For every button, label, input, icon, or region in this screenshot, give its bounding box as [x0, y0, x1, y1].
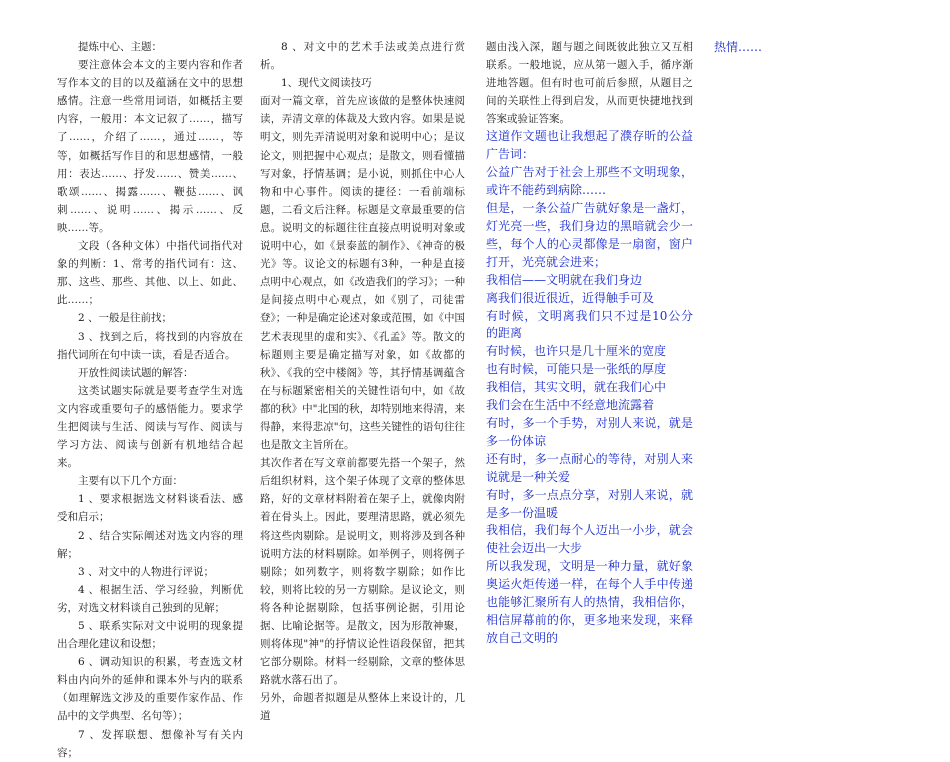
paragraph: 这类试题实际就是要考查学生对选文内容或重要句子的感悟能力。要求学生把阅读与生活、阅读与写作、阅读与学习方法、阅读与创新有机地结合起来。 — [57, 384, 243, 470]
paragraph: 文段（各种文体）中指代词指代对象的判断：1、常考的指代词有：这、那、这些、那些、其他、以上、如此、此……； — [57, 240, 243, 307]
paragraph: 其次作者在写文章前都要先搭一个架子，然后组织材料，这个架子体现了文章的整体思路，好的文章材料附着在架子上，就像肉附着在骨头上。因此，要理清思路，就必须先将这些肉剔除。是说明文，则将涉及到各种说明方法的材料剔除。如举例子，则将例子剔除；如列数字，则将数字剔除；如作比较，则将比较的另一方剔除。是议论文，则将各种论据剔除，包括事例论据，引用论据、比喻论据等。是散文，因为形散神聚，则将体现"神"的抒情议论性语段保留，把其它部分剔除。材料一经剔除，文章的整体思路就水落石出了。 — [260, 457, 465, 687]
paragraph: 1 、要求根据选文材料谈看法、感受和启示； — [57, 493, 243, 524]
blue-line: 热情…… — [714, 40, 763, 54]
paragraph: 3 、对文中的人物进行评说； — [78, 565, 215, 578]
blue-line: 我相信，我们每个人迈出一小步，就会使社会迈出一大步 — [486, 523, 693, 556]
blue-line: 我相信——文明就在我们身边 — [486, 272, 643, 287]
paragraph: 3 、找到之后，将找到的内容放在指代词所在句中读一读，看是否适合。 — [57, 330, 243, 361]
blue-line: 这道作文题也让我想起了濮存昕的公益广告词： — [486, 129, 693, 162]
paragraph: 主要有以下几个方面： — [78, 475, 183, 488]
paragraph: 2 、一般是往前找； — [78, 312, 173, 325]
blue-line: 有时，多一点点分享，对别人来说，就是多一份温暖 — [486, 487, 693, 520]
paragraph: 题由浅入深，题与题之间既彼此独立又互相联系。一般地说，应从第一题入手，循序渐进地答题。但有时也可前后参照，从题目之间的关联性上得到启发，从而更快捷地找到答案或验证答案。 — [486, 41, 693, 126]
blue-line: 有时，多一个手势，对别人来说，就是多一份体谅 — [486, 415, 693, 448]
paragraph: 6 、调动知识的积累，考查选文材料由内向外的延伸和课本外与内的联系（如理解选文涉及的重要作家作品、作品中的文学典型、名句等）； — [57, 656, 243, 723]
column-4 — [714, 38, 794, 56]
blue-line: 我们会在生活中不经意地流露着 — [486, 398, 655, 413]
paragraph: 开放性阅读试题的解答： — [78, 366, 194, 379]
paragraph: 4 、根据生活、学习经验，判断优劣，对选文材料谈自己独到的见解； — [57, 583, 243, 614]
paragraph: 5 、联系实际对文中说明的现象提出合理化建议和设想； — [57, 620, 243, 651]
blue-line: 也有时候，可能只是一张纸的厚度 — [486, 362, 667, 377]
blue-line: 所以我发现，文明是一种力量，就好象奥运火炬传递一样，在每个人手中传递也能够汇聚所有人的热情，我相信你，相信屏幕前的你，更多地来发现，来释放自己文明的 — [486, 559, 693, 645]
column-2 — [260, 38, 465, 726]
column-1 — [57, 38, 243, 762]
blue-line: 有时候，也许只是几十厘米的宽度 — [486, 344, 667, 359]
column-3 — [486, 38, 693, 648]
paragraph: 提炼中心、主题： — [78, 41, 162, 53]
paragraph: 8 、对文中的艺术手法或美点进行赏析。 — [260, 41, 465, 72]
paragraph: 另外，命题者拟题是从整体上来设计的，几道 — [260, 692, 465, 723]
paragraph: 面对一篇文章，首先应该做的是整体快速阅读，弄清文章的体裁及大致内容。如果是说明文，则先弄清说明对象和说明中心；是议论文，则把握中心观点；是散文，则看懂描写对象，抒情基调；是小说，则抓住中心人物和中心事件。阅读的捷径：一看前端标题，二看文后注释。标题是文章最重要的信息。说明文的标题往往直接点明说明对象或说明中心，如《景泰蓝的制作》、《神奇的极光》等。议论文的标题有3种，一种是直接点明中心观点，如《改造我们的学习》；一种是间接点明中心观点，如《别了，司徒雷登》；一种是确定论述对象或范围，如《中国艺术表现里的虚和实》、《孔孟》等。散文的标题则主要是确定描写对象，如《故都的秋》、《我的空中楼阁》等，其抒情基调蕴含在与标题紧密相关的关键性语句中，如《故都的秋》中"北国的秋，却特别地来得清，来得静，来得悲凉"句，这些关键性的语句往往也是散文主旨所在。 — [260, 95, 465, 452]
paragraph: 2 、结合实际阐述对选文内容的理解； — [57, 529, 243, 560]
blue-line: 我相信，其实文明，就在我们心中 — [486, 380, 667, 395]
blue-line: 离我们很近很近，近得触手可及 — [486, 290, 655, 305]
blue-line: 但是，一条公益广告就好象是一盏灯，灯光亮一些，我们身边的黑暗就会少一些，每个人的心灵都像是一扇窗，窗户打开，光亮就会进来； — [486, 201, 693, 269]
paragraph: 7 、发挥联想、想像补写有关内容； — [57, 728, 243, 759]
blue-line: 还有时，多一点耐心的等待，对别人来说就是一种关爱 — [486, 451, 693, 484]
paragraph: 1、现代文阅读技巧 — [281, 77, 372, 90]
blue-line: 公益广告对于社会上那些不文明现象，或许不能药到病除…… — [486, 165, 693, 198]
blue-line: 有时候，文明离我们只不过是10公分的距离 — [486, 308, 693, 341]
paragraph: 要注意体会本文的主要内容和作者写作本文的目的以及蕴涵在文中的思想感情。注意一些常用词语，如概括主要内容，一般用：本文记叙了……，描写了……，介绍了……，通过……，等等，如概括写作目的和思想感情，一般用：表达……、抒发……、赞美……、歌颂……、揭露……、鞭挞……、讽刺……、说明……、揭示……、反映……等。 — [57, 59, 243, 234]
